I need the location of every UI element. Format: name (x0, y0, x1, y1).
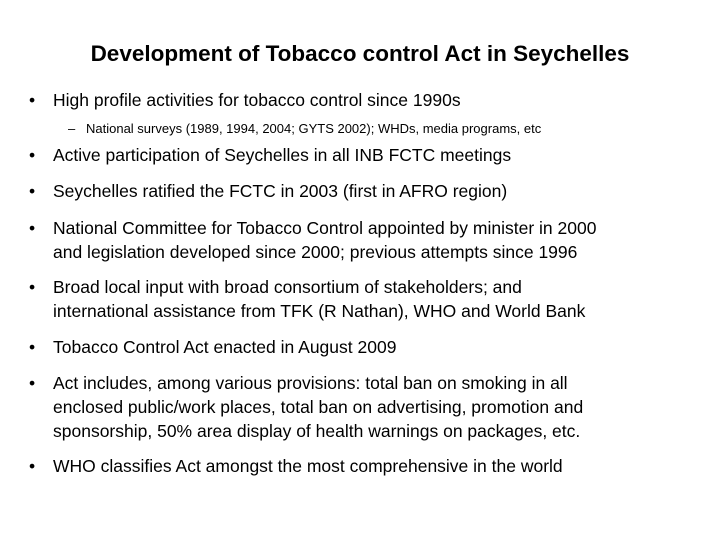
bullet-line: Tobacco Control Act enacted in August 2009 (53, 337, 397, 357)
bullet-text (53, 90, 461, 111)
bullet-dot: • (29, 218, 36, 238)
bullet-dot: • (29, 277, 36, 297)
bullet-line: Act includes, among various provisions: total ban on smoking in all (53, 373, 568, 393)
bullet-text (53, 181, 507, 202)
bullet-dot: • (29, 181, 36, 201)
bullet-dot: • (29, 373, 36, 393)
bullet-line: international assistance from TFK (R Nathan), WHO and World Bank (53, 301, 586, 321)
bullet-line: enclosed public/work places, total ban on advertising, promotion and (53, 397, 584, 417)
bullet-line: WHO classifies Act amongst the most comprehensive in the world (53, 456, 563, 476)
bullet-line: sponsorship, 50% area display of health warnings on packages, etc. (53, 421, 581, 441)
bullet-text (53, 456, 563, 477)
bullet-line: Broad local input with broad consortium of stakeholders; and (53, 277, 522, 297)
bullet-dot: • (29, 145, 36, 165)
bullet-text (53, 337, 396, 358)
bullet-line: High profile activities for tobacco control since 1990s (53, 90, 461, 110)
bullet-line: Active participation of Seychelles in all INB FCTC meetings (53, 145, 512, 165)
bullet-text (53, 145, 511, 166)
bullet-line: Seychelles ratified the FCTC in 2003 (first in AFRO region) (53, 181, 508, 201)
sub-bullet-dash: – (68, 121, 76, 136)
bullet-dot: • (29, 90, 36, 110)
sub-bullet-text: National surveys (1989, 1994, 2004; GYTS 2002); WHDs, media programs, etc (86, 121, 542, 136)
bullet-line: National Committee for Tobacco Control appointed by minister in 2000 (53, 218, 597, 238)
bullet-dot: • (29, 337, 36, 357)
bullet-dot: • (29, 456, 36, 476)
slide-title: Development of Tobacco control Act in Seychelles (90, 41, 630, 66)
bullet-line: and legislation developed since 2000; previous attempts since 1996 (53, 242, 578, 262)
